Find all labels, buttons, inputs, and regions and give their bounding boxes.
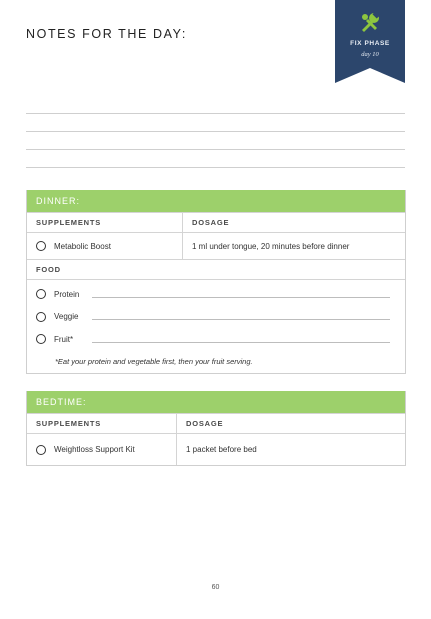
supplement-dosage: 1 packet before bed <box>176 434 405 465</box>
checkbox-circle[interactable] <box>36 334 46 344</box>
bedtime-header-row <box>27 413 405 433</box>
list-item <box>27 328 405 351</box>
phase-badge <box>335 0 405 83</box>
write-in-line[interactable] <box>92 342 390 343</box>
supplement-name: Metabolic Boost <box>54 241 111 251</box>
table-row <box>27 433 405 465</box>
dosage-column-header: DOSAGE <box>182 213 405 232</box>
dinner-header-row <box>27 212 405 232</box>
bedtime-title: BEDTIME: <box>27 391 405 413</box>
dinner-section <box>26 190 406 374</box>
supplements-column-header: SUPPLEMENTS <box>36 419 102 428</box>
write-in-line[interactable] <box>92 319 390 320</box>
dosage-column-header: DOSAGE <box>176 414 405 433</box>
write-in-line[interactable] <box>92 297 390 298</box>
checkbox-circle[interactable] <box>36 445 46 455</box>
food-item-label: Veggie <box>54 312 79 322</box>
food-header: FOOD <box>36 265 61 274</box>
checkbox-circle[interactable] <box>36 289 46 299</box>
note-line <box>26 167 405 168</box>
list-item <box>27 283 405 306</box>
checkbox-circle[interactable] <box>36 312 46 322</box>
badge-phase-label: FIX PHASE <box>350 40 390 47</box>
note-line <box>26 131 405 132</box>
notes-title: NOTES FOR THE DAY: <box>26 27 187 41</box>
checkbox-circle[interactable] <box>36 241 46 251</box>
food-header-row <box>27 259 405 279</box>
supplement-name: Weightloss Support Kit <box>54 445 135 454</box>
supplement-dosage: 1 ml under tongue, 20 minutes before dinner <box>182 233 405 259</box>
dinner-title: DINNER: <box>27 190 405 212</box>
food-item-label: Protein <box>54 289 80 299</box>
food-item-label: Fruit* <box>54 334 74 344</box>
supplements-column-header: SUPPLEMENTS <box>36 218 102 227</box>
note-line <box>26 149 405 150</box>
note-line <box>26 113 405 114</box>
food-list <box>27 279 405 373</box>
table-row <box>27 232 405 259</box>
wrench-icon <box>359 11 381 33</box>
food-note: *Eat your protein and vegetable first, then your fruit serving. <box>55 357 253 366</box>
badge-day-label: day 10 <box>361 51 379 58</box>
bedtime-section <box>26 391 406 466</box>
page-number: 60 <box>211 584 220 591</box>
list-item <box>27 306 405 329</box>
